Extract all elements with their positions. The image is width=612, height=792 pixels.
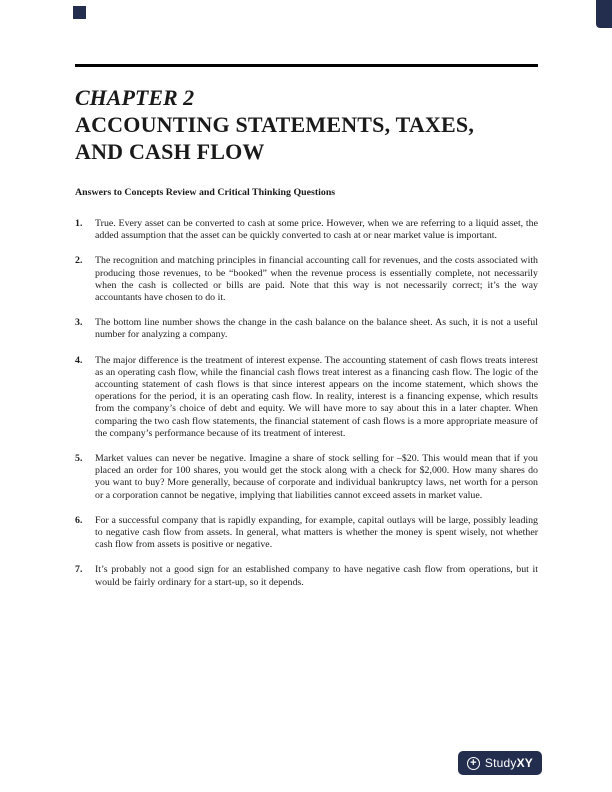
- page-title-line2: AND CASH FLOW: [75, 139, 265, 164]
- answer-text: True. Every asset can be converted to cash at some price. However, when we are referring to a liquid asset, the added assumption that the asset can be quickly converted to cash at or near market value is important.: [95, 218, 538, 242]
- brand-name-bold: XY: [516, 756, 533, 770]
- answer-text: The recognition and matching principles in financial accounting call for revenues, and the costs associated with producing those revenues, to be “booked” when the revenue process is essentially complete, not necessarily when the cash is collected or bills are paid. Note that this way is not necessarily correct; it’s the way accountants have chosen to do it.: [95, 255, 538, 304]
- chapter-title: CHAPTER 2: [75, 85, 195, 110]
- answer-number: 2.: [75, 255, 83, 267]
- brand-name-light: Study: [484, 756, 517, 770]
- page-title-line1: ACCOUNTING STATEMENTS, TAXES,: [75, 112, 475, 137]
- answer-text: For a successful company that is rapidly expanding, for example, capital outlays will be large, possibly leading to negative cash flow from assets. In general, what matters is whether the money is spent wisely, not whether cash flow from assets is positive or negative.: [95, 514, 538, 551]
- answer-number: 6.: [75, 514, 83, 526]
- answer-item: [75, 453, 538, 502]
- answer-text: The major difference is the treatment of interest expense. The accounting statement of cash flows treats interest as an operating cash flow, while the financial cash flows treat interest as a financing cash flow. The logic of the accounting statement of cash flows is that since interest appears on the income statement, which shows the operations for the period, it is an operating cash flow. In reality, interest is a financing expense, which results from the company’s choice of debt and equity. We will have more to say about this in a later chapter. When comparing the two cash flow statements, the financial statement of cash flows is a more appropriate measure of the company’s performance because of its treatment of interest.: [95, 354, 538, 439]
- answer-item: [75, 355, 538, 440]
- answer-item: [75, 515, 538, 552]
- answer-number: 4.: [75, 354, 83, 366]
- answer-item: [75, 564, 538, 588]
- answer-number: 5.: [75, 453, 83, 465]
- answer-text: Market values can never be negative. Imagine a share of stock selling for –$20. This would mean that if you placed an order for 100 shares, you would get the stock along with a check for $2,000. How many shares do you want to buy? More generally, because of corporate and individual bankruptcy laws, net worth for a person or a corporation cannot be negative, implying that liabilities cannot exceed assets in market value.: [95, 453, 538, 501]
- answer-item: [75, 317, 538, 341]
- corner-mark-left: [73, 6, 86, 19]
- corner-mark-right: [596, 0, 612, 28]
- answers-list: [75, 218, 538, 589]
- answer-text: The bottom line number shows the change in the cash balance on the balance sheet. As such, it is not a useful number for analyzing a company.: [95, 317, 538, 341]
- answer-text: It’s probably not a good sign for an established company to have negative cash flow from operations, but it would be fairly ordinary for a start-up, so it depends.: [95, 564, 538, 588]
- title-rule: [75, 64, 538, 67]
- answer-item: [75, 218, 538, 242]
- answer-item: [75, 255, 538, 304]
- answer-number: 3.: [75, 317, 83, 329]
- document-content: [75, 64, 538, 602]
- studyxy-logo[interactable]: [458, 751, 542, 775]
- brand-name: [485, 756, 533, 770]
- section-heading: Answers to Concepts Review and Critical Thinking Questions: [75, 187, 336, 198]
- page-title: [75, 111, 538, 165]
- answer-number: 1.: [75, 218, 83, 229]
- answer-number: 7.: [75, 564, 83, 576]
- plus-icon: +: [467, 757, 480, 770]
